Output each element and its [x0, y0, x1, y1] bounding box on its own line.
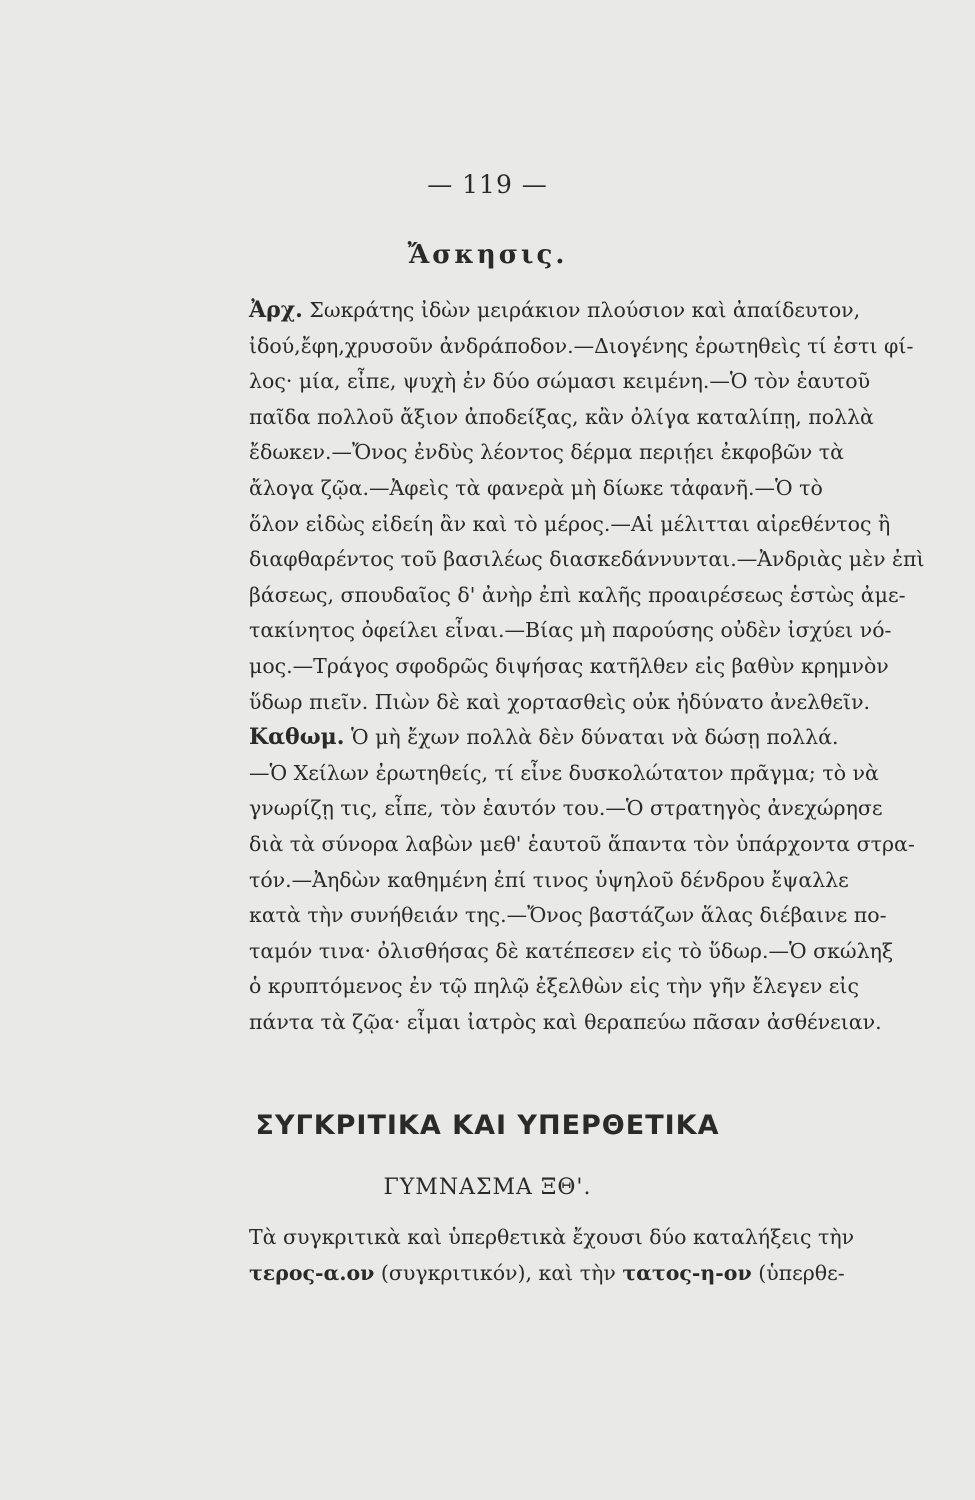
text-line: μος.—Τράγος σφοδρῶς διψήσας κατῆλθεν εἰς βαθὺν κρημνὸν	[249, 653, 889, 678]
paragraph-lead-kathom: Καθωμ.	[249, 724, 345, 751]
text-line: γνωρίζῃ τις, εἶπε, τὸν ἑαυτόν του.—Ὁ στρατηγὸς ἀνεχώρησε	[249, 796, 883, 821]
paragraph-lead-arch: Ἀρχ.	[249, 297, 303, 323]
exercise-text	[249, 293, 925, 1040]
text-line	[249, 720, 839, 756]
text-line: διὰ τὰ σύνορα λαβὼν μεθ' ἑαυτοῦ ἅπαντα τὸν ὑπάρχοντα στρα-	[249, 831, 915, 856]
text-line: βάσεως, σπουδαῖος δ' ἀνὴρ ἐπὶ καλῆς προαιρέσεως ἑστὼς ἀμε-	[249, 582, 906, 607]
text-line: Τὰ συγκριτικὰ καὶ ὑπερθετικὰ ἔχουσι δύο καταλήξεις τὴν	[249, 1225, 855, 1249]
text-line: ἔδωκεν.—Ὄνος ἐνδὺς λέοντος δέρμα περιῄει ἐκφοβῶν τὰ	[249, 440, 844, 465]
page-number: — 119 —	[427, 170, 548, 199]
section-title: ΣΥΓΚΡΙΤΙΚΑ ΚΑΙ ΥΠΕΡΘΕΤΙΚΑ	[255, 1110, 720, 1141]
text-line: τόν.—Ἀηδὼν καθημένη ἐπί τινος ὑψηλοῦ δένδρου ἔψαλλε	[249, 867, 849, 892]
text-line: τακίνητος ὀφείλει εἶναι.—Βίας μὴ παρούσης οὐδὲν ἰσχύει νό-	[249, 618, 892, 643]
text-line: ἄλογα ζῷα.—Ἀφεὶς τὰ φανερὰ μὴ δίωκε τἀφανῆ.—Ὁ τὸ	[249, 475, 823, 500]
text-line: ταμόν τινα· ὀλισθήσας δὲ κατέπεσεν εἰς τὸ ὕδωρ.—Ὁ σκώληξ	[249, 938, 894, 963]
text-line: ὕδωρ πιεῖν. Πιὼν δὲ καὶ χορτασθεὶς οὐκ ἠδύνατο ἀνελθεῖν.	[249, 689, 871, 714]
ending-comparative: τερος-α.ον	[249, 1260, 375, 1285]
text-line: ὅλον εἰδὼς εἰδείη ἂν καὶ τὸ μέρος.—Αἱ μέλιτται αἱρεθέντος ἢ	[249, 511, 891, 536]
text-line: —Ὁ Χείλων ἐρωτηθείς, τί εἶνε δυσκολώτατον πρᾶγμα; τὸ νὰ	[249, 760, 879, 785]
section-text	[249, 1220, 855, 1291]
text-fragment: (συγκριτικόν), καὶ τὴν	[374, 1260, 623, 1285]
text-line	[249, 293, 861, 329]
ending-superlative: τατος-η-ον	[622, 1260, 752, 1285]
exercise-title: Ἄσκησις.	[407, 240, 568, 270]
text-line	[249, 1256, 845, 1292]
text-line: παῖδα πολλοῦ ἄξιον ἀποδείξας, κἂν ὀλίγα καταλίπῃ, πολλὰ	[249, 404, 874, 429]
text-line-content: Ὁ μὴ ἔχων πολλὰ δὲν δύναται νὰ δώσῃ πολλά.	[350, 725, 839, 750]
exercise-subtitle: ΓΥΜΝΑΣΜΑ ΞΘ'.	[383, 1175, 592, 1200]
text-line: ἰδού,ἔφη,χρυσοῦν ἀνδράποδον.—Διογένης ἐρωτηθεὶς τί ἐστι φί-	[249, 333, 914, 358]
text-line: λος· μία, εἶπε, ψυχὴ ἐν δύο σώμασι κειμένη.—Ὁ τὸν ἑαυτοῦ	[249, 369, 871, 394]
text-line-content: Σωκράτης ἰδὼν μειράκιον πλούσιον καὶ ἀπαίδευτον,	[309, 298, 861, 322]
text-fragment: (ὑπερθε-	[751, 1260, 845, 1285]
text-line: κατὰ τὴν συνήθειάν της.—Ὄνος βαστάζων ἅλας διέβαινε πο-	[249, 903, 887, 928]
text-line: πάντα τὰ ζῷα· εἶμαι ἰατρὸς καὶ θεραπεύω πᾶσαν ἀσθένειαν.	[249, 1009, 882, 1034]
page-header	[0, 170, 975, 199]
text-line: ὁ κρυπτόμενος ἐν τῷ πηλῷ ἐξελθὼν εἰς τὴν γῆν ἔλεγεν εἰς	[249, 974, 859, 999]
text-line: διαφθαρέντος τοῦ βασιλέως διασκεδάννυνται.—Ἀνδριὰς μὲν ἐπὶ	[249, 547, 925, 572]
